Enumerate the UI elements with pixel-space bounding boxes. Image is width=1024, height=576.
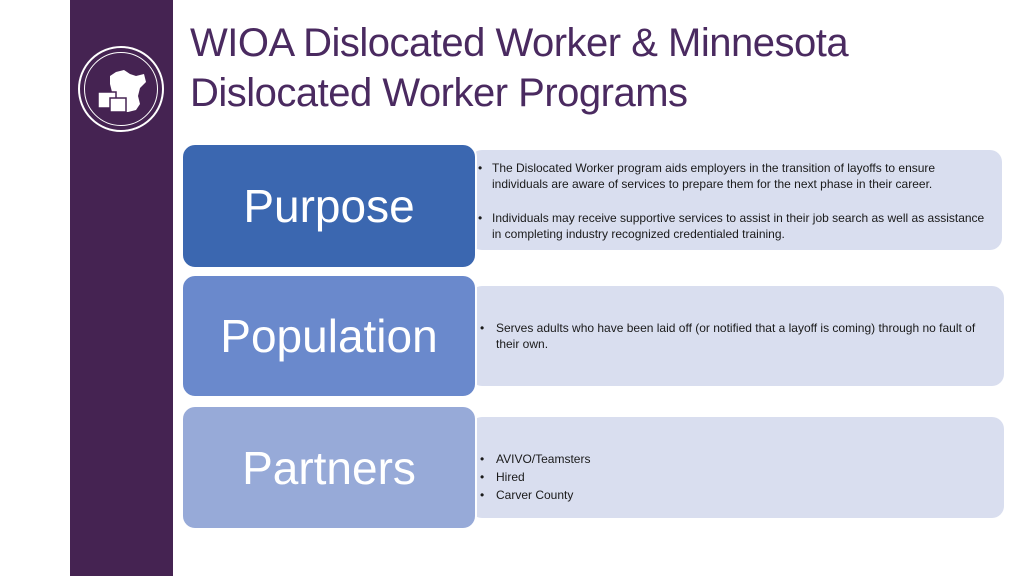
purpose-label: Purpose xyxy=(243,180,415,232)
partners-bullet-2: • Hired xyxy=(480,468,994,486)
page-title xyxy=(190,18,1010,118)
purpose-bullet-1: • The Dislocated Worker program aids employers in the transition of layoffs to ensure individuals are aware of services to prepare them for the next phase in their career. xyxy=(478,160,992,192)
partners-bullet-1: • AVIVO/Teamsters xyxy=(480,450,994,468)
purpose-detail xyxy=(470,150,1002,250)
partners-bullet-3: • Carver County xyxy=(480,486,994,504)
title-line-1: WIOA Dislocated Worker & Minnesota xyxy=(190,21,849,65)
purpose-bullet-2: • Individuals may receive supportive services to assist in their job search as well as assistance in completing industry recognized credentialed training. xyxy=(478,210,992,242)
title-line-2: Dislocated Worker Programs xyxy=(190,71,688,115)
minnesota-map-icon xyxy=(80,48,166,134)
population-label-box xyxy=(181,274,477,398)
population-detail xyxy=(470,286,1004,386)
partners-label-box xyxy=(181,405,477,530)
logo xyxy=(78,46,164,132)
purpose-label-box xyxy=(181,143,477,269)
population-bullet-1: • Serves adults who have been laid off (or notified that a layoff is coming) through no fault of their own. xyxy=(480,320,994,352)
population-label: Population xyxy=(220,310,438,362)
partners-detail xyxy=(470,417,1004,518)
partners-label: Partners xyxy=(242,441,416,494)
